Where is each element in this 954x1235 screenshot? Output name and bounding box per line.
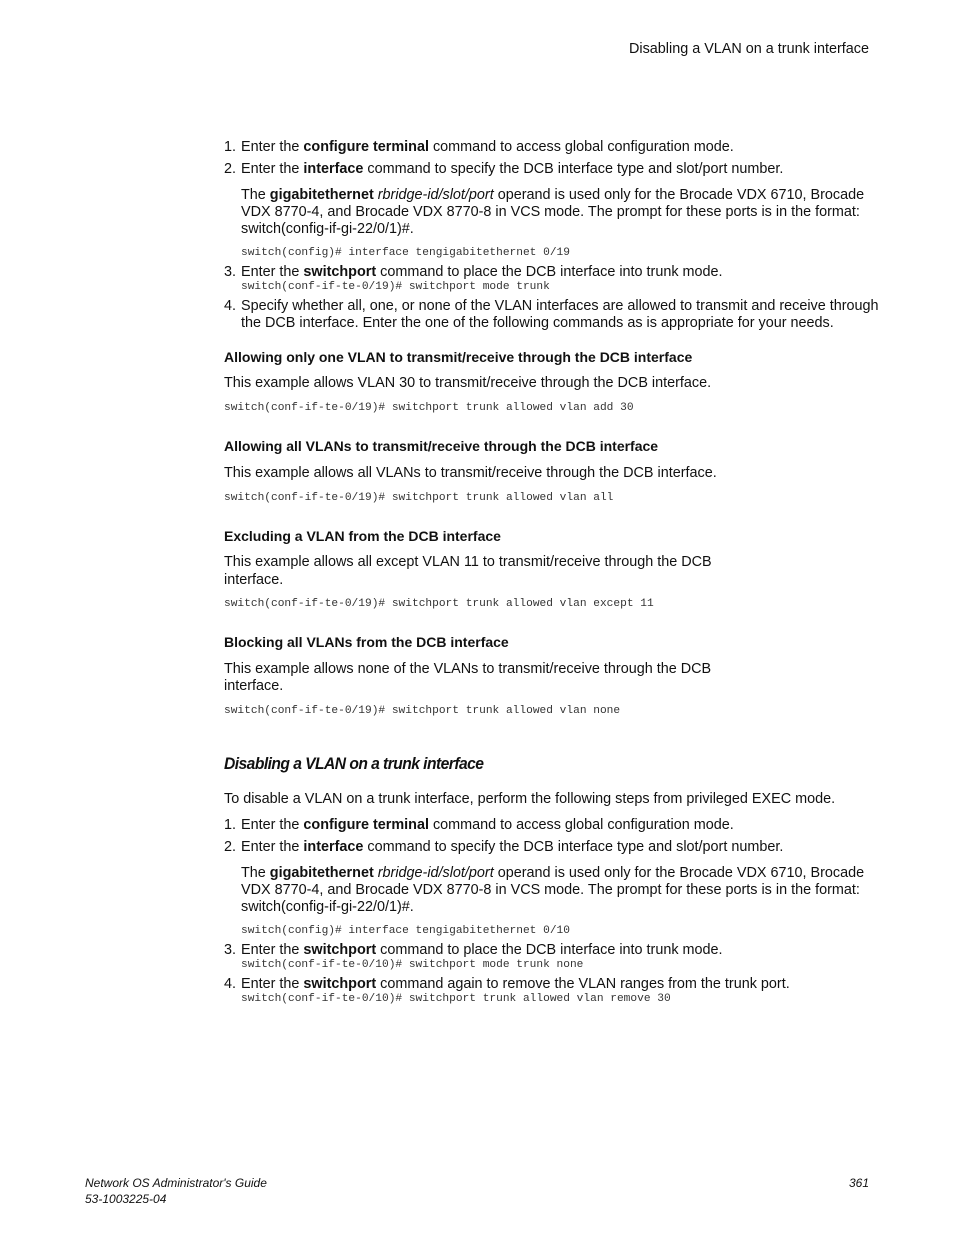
example-heading: Blocking all VLANs from the DCB interface bbox=[224, 634, 509, 650]
step-number: 3. bbox=[224, 942, 237, 958]
section-intro: To disable a VLAN on a trunk interface, perform the following steps from privileged EXEC mode. bbox=[224, 791, 836, 807]
step-2-note-line: switch(config-if-gi-22/0/1)#. bbox=[241, 221, 414, 237]
code-block: switch(conf-if-te-0/19)# switchport mode trunk bbox=[241, 281, 550, 293]
step-1-text: Enter the configure terminal command to access global configuration mode. bbox=[241, 817, 734, 833]
step-4-text-line: the DCB interface. Enter the one of the following commands as is appropriate for your needs. bbox=[241, 315, 834, 331]
footer-page-number: 361 bbox=[848, 1176, 869, 1190]
example-description: This example allows VLAN 30 to transmit/receive through the DCB interface. bbox=[224, 375, 712, 391]
code-block: switch(conf-if-te-0/10)# switchport trunk allowed vlan remove 30 bbox=[241, 993, 671, 1005]
step-number: 3. bbox=[224, 264, 237, 280]
section-title: Disabling a VLAN on a trunk interface bbox=[224, 754, 484, 773]
example-description: This example allows all VLANs to transmit/receive through the DCB interface. bbox=[224, 465, 717, 481]
step-3-text: Enter the switchport command to place the DCB interface into trunk mode. bbox=[241, 264, 723, 280]
step-2-note-line: VDX 8770-4, and Brocade VDX 8770-8 in VCS mode. The prompt for these ports is in the format: bbox=[241, 882, 860, 898]
step-number: 2. bbox=[224, 839, 237, 855]
code-block: switch(config)# interface tengigabitethernet 0/19 bbox=[241, 247, 570, 259]
step-4-text: Specify whether all, one, or none of the VLAN interfaces are allowed to transmit and receive through bbox=[241, 298, 879, 314]
step-4-text: Enter the switchport command again to remove the VLAN ranges from the trunk port. bbox=[241, 976, 790, 992]
example-description: This example allows all except VLAN 11 to transmit/receive through the DCB bbox=[224, 554, 712, 570]
step-number: 2. bbox=[224, 161, 237, 177]
running-header: Disabling a VLAN on a trunk interface bbox=[629, 41, 869, 57]
code-block: switch(conf-if-te-0/19)# switchport trunk allowed vlan none bbox=[224, 705, 621, 717]
example-description-line: interface. bbox=[224, 572, 284, 588]
step-3-text: Enter the switchport command to place the DCB interface into trunk mode. bbox=[241, 942, 723, 958]
step-number: 4. bbox=[224, 298, 237, 314]
footer-guide-title: Network OS Administrator's Guide bbox=[85, 1176, 267, 1190]
example-description-line: interface. bbox=[224, 678, 284, 694]
step-2-note-line: switch(config-if-gi-22/0/1)#. bbox=[241, 899, 414, 915]
step-number: 1. bbox=[224, 817, 237, 833]
example-heading: Allowing only one VLAN to transmit/receive through the DCB interface bbox=[224, 349, 693, 365]
example-description: This example allows none of the VLANs to transmit/receive through the DCB bbox=[224, 661, 712, 677]
step-number: 4. bbox=[224, 976, 237, 992]
step-number: 1. bbox=[224, 139, 237, 155]
code-block: switch(conf-if-te-0/10)# switchport mode trunk none bbox=[241, 959, 584, 971]
step-2-note: The gigabitethernet rbridge-id/slot/port operand is used only for the Brocade VDX 6710, Brocade bbox=[241, 865, 865, 881]
example-heading: Excluding a VLAN from the DCB interface bbox=[224, 528, 501, 544]
code-block: switch(config)# interface tengigabitethernet 0/10 bbox=[241, 925, 570, 937]
step-2-note-line: VDX 8770-4, and Brocade VDX 8770-8 in VCS mode. The prompt for these ports is in the format: bbox=[241, 204, 860, 220]
code-block: switch(conf-if-te-0/19)# switchport trunk allowed vlan add 30 bbox=[224, 402, 634, 414]
footer-doc-number: 53-1003225-04 bbox=[85, 1192, 167, 1206]
step-2-text: Enter the interface command to specify the DCB interface type and slot/port number. bbox=[241, 839, 784, 855]
step-2-text: Enter the interface command to specify the DCB interface type and slot/port number. bbox=[241, 161, 784, 177]
step-2-note: The gigabitethernet rbridge-id/slot/port operand is used only for the Brocade VDX 6710, Brocade bbox=[241, 187, 865, 203]
code-block: switch(conf-if-te-0/19)# switchport trunk allowed vlan except 11 bbox=[224, 598, 654, 610]
example-heading: Allowing all VLANs to transmit/receive through the DCB interface bbox=[224, 438, 659, 454]
step-1-text: Enter the configure terminal command to access global configuration mode. bbox=[241, 139, 734, 155]
code-block: switch(conf-if-te-0/19)# switchport trunk allowed vlan all bbox=[224, 492, 614, 504]
